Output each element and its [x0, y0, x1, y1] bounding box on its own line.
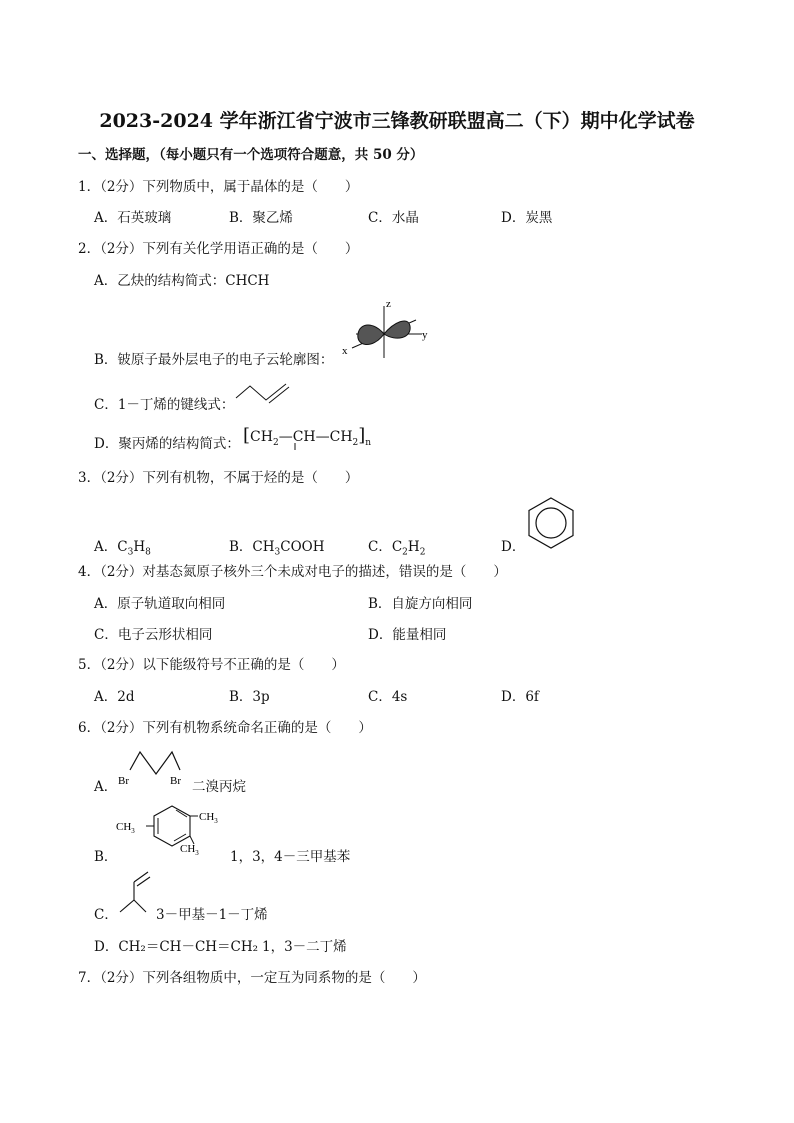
q4-option-c: C．电子云形状相同: [94, 627, 213, 643]
polypropylene-formula: $[CH_2—CH—CH_2]_n$: [243, 425, 372, 448]
p-orbital-diagram: [338, 298, 438, 360]
methyl-label-bottom: $CH_3$: [180, 843, 199, 857]
methyl-branch: [275, 443, 315, 451]
q2-option-c: C．1－丁烯的键线式：: [94, 397, 235, 413]
q4-option-b: B．自旋方向相同: [368, 596, 473, 612]
q5-option-b: B．3p: [229, 689, 270, 705]
q6-option-d: D．CH₂＝CH－CH＝CH₂: [94, 939, 259, 955]
q6-option-d-name: 1，3－二丁烯: [262, 939, 347, 955]
bromine-label-1: Br: [118, 775, 129, 787]
trimethylbenzene-structure: [114, 800, 230, 862]
question-1-stem: 1．（2分）下列物质中，属于晶体的是（ ）: [78, 179, 359, 195]
page-title: 2023-2024 学年浙江省宁波市三锋教研联盟高二（下）期中化学试卷: [99, 110, 695, 132]
q5-option-d: D．6f: [501, 689, 539, 705]
q6-option-c-name: 3－甲基－1－丁烯: [156, 907, 268, 923]
ch2-group: CH: [250, 429, 273, 445]
q3-option-c: C．$C_2H_2$: [368, 539, 426, 558]
methyl-label-right: $CH_3$: [199, 811, 218, 825]
q1-option-d: D．炭黑: [501, 210, 553, 226]
dibromopropane-structure: [114, 748, 194, 792]
axis-z-label: z: [386, 298, 391, 310]
q6-option-b-prefix: B．: [94, 849, 118, 865]
methyl-label-left: $CH_3$: [116, 821, 135, 835]
q4-option-d: D．能量相同: [368, 627, 447, 643]
section-heading: 一、选择题，（每小题只有一个选项符合题意，共 50 分）: [78, 147, 424, 163]
question-2-stem: 2．（2分）下列有关化学用语正确的是（ ）: [78, 241, 359, 257]
q5-option-a: A．2d: [94, 689, 135, 705]
q1-option-c: C．水晶: [368, 210, 419, 226]
q1-option-a: A．石英玻璃: [94, 210, 172, 226]
axis-x-label: x: [342, 345, 348, 357]
ch-group: CH: [292, 429, 316, 445]
q6-option-c-prefix: C．: [94, 907, 118, 923]
question-3-stem: 3．（2分）下列有机物，不属于烃的是（ ）: [78, 470, 359, 486]
q6-option-b-name: 1，3，4－三甲基苯: [230, 849, 351, 865]
benzene-structure: [524, 496, 578, 550]
question-6-stem: 6．（2分）下列有机物系统命名正确的是（ ）: [78, 720, 372, 736]
q1-option-b: B．聚乙烯: [229, 210, 293, 226]
q4-option-a: A．原子轨道取向相同: [94, 596, 226, 612]
question-4-stem: 4．（2分）对基态氮原子核外三个未成对电子的描述，错误的是（ ）: [78, 564, 507, 580]
q2-option-b: B．铍原子最外层电子的电子云轮廓图：: [94, 352, 334, 368]
q2-option-a: A．乙炔的结构简式：CHCH: [94, 273, 270, 289]
q5-option-c: C．4s: [368, 689, 408, 705]
bromine-label-2: Br: [170, 775, 181, 787]
question-7-stem: 7．（2分）下列各组物质中，一定互为同系物的是（ ）: [78, 970, 426, 986]
q2-option-d: D．聚丙烯的结构简式：: [94, 436, 240, 452]
q3-option-d: D．: [501, 539, 526, 555]
methylbutene-structure: [114, 868, 156, 920]
q3-option-a: A．$C_3H_8$: [94, 539, 151, 558]
q6-option-a-prefix: A．: [94, 779, 118, 795]
axis-y-label: y: [422, 329, 428, 341]
q6-option-a-name: 二溴丙烷: [192, 779, 246, 795]
butene-skeletal-formula: [234, 378, 298, 408]
question-5-stem: 5．（2分）以下能级符号不正确的是（ ）: [78, 657, 345, 673]
q3-option-b: B．$CH_3COOH$: [229, 539, 325, 558]
